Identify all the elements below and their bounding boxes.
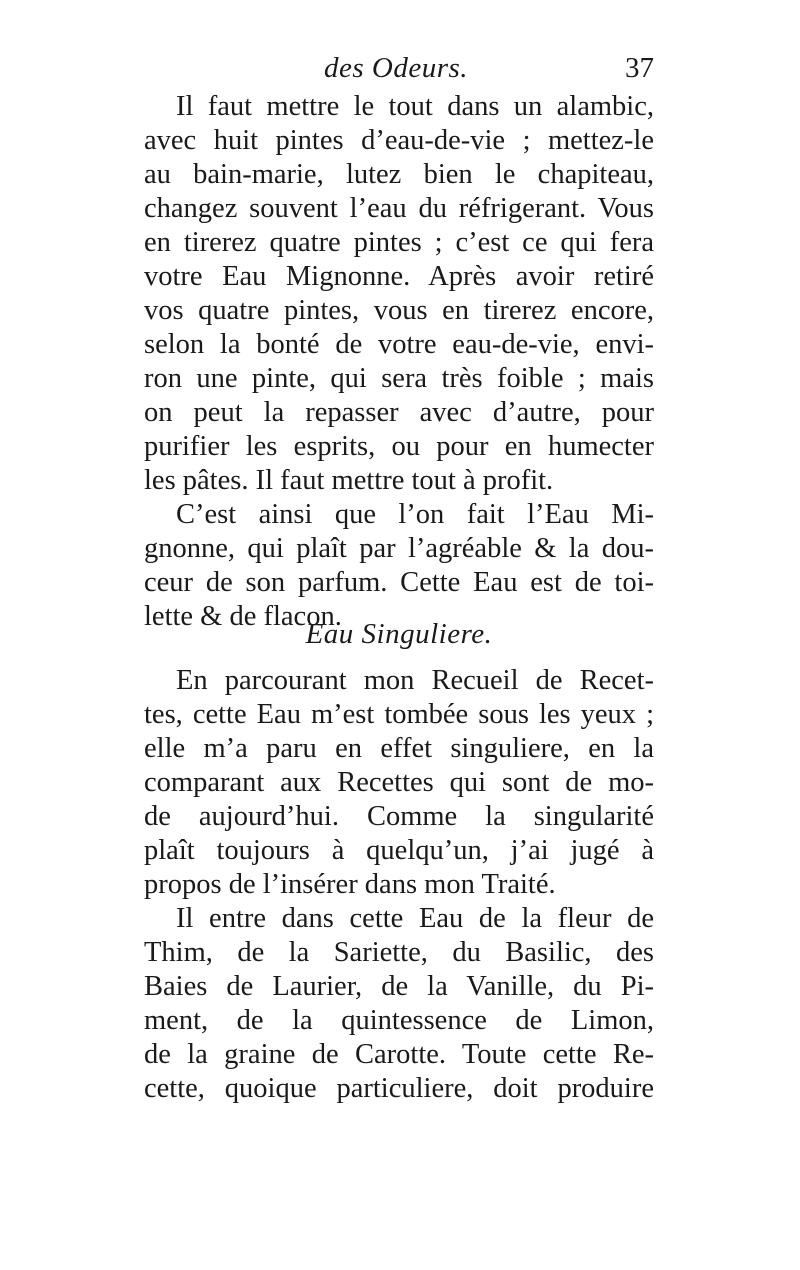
text-line: elle m’a paru en effet singuliere, en la bbox=[144, 733, 654, 764]
text-line: ron une pinte, qui sera très foible ; mais bbox=[144, 363, 654, 394]
text-line: les pâtes. Il faut mettre tout à profit. bbox=[144, 465, 554, 496]
text-line: votre Eau Mignonne. Après avoir retiré bbox=[144, 261, 654, 292]
page-header bbox=[144, 52, 654, 92]
text-line: ceur de son parfum. Cette Eau est de toi- bbox=[144, 567, 654, 598]
text-line: changez souvent l’eau du réfrigerant. Vous bbox=[144, 193, 654, 224]
text-line: selon la bonté de votre eau-de-vie, envi- bbox=[144, 329, 654, 360]
text-line: Il entre dans cette Eau de la fleur de bbox=[176, 903, 654, 934]
text-line: ment, de la quintessence de Limon, bbox=[144, 1005, 654, 1036]
text-line: on peut la repasser avec d’autre, pour bbox=[144, 397, 654, 428]
text-line: purifier les esprits, ou pour en humecter bbox=[144, 431, 654, 462]
page-number: 37 bbox=[625, 52, 654, 84]
text-line: Thim, de la Sariette, du Basilic, des bbox=[144, 937, 654, 968]
text-line: de aujourd’hui. Comme la singularité bbox=[144, 801, 654, 832]
text-line: en tirerez quatre pintes ; c’est ce qui fera bbox=[144, 227, 654, 258]
text-line: C’est ainsi que l’on fait l’Eau Mi- bbox=[176, 499, 654, 530]
text-line: plaît toujours à quelqu’un, j’ai jugé à bbox=[144, 835, 654, 866]
text-line: vos quatre pintes, vous en tirerez encore, bbox=[144, 295, 654, 326]
text-line: propos de l’insérer dans mon Traité. bbox=[144, 869, 556, 900]
text-line: de la graine de Carotte. Toute cette Re- bbox=[144, 1039, 654, 1070]
text-line: lette & de flacon. bbox=[144, 601, 342, 632]
text-line: comparant aux Recettes qui sont de mo- bbox=[144, 767, 654, 798]
section-title: Eau Singuliere. bbox=[305, 618, 493, 650]
text-line: En parcourant mon Recueil de Recet- bbox=[176, 665, 654, 696]
running-head: des Odeurs. bbox=[324, 52, 469, 84]
text-line: Baies de Laurier, de la Vanille, du Pi- bbox=[144, 971, 654, 1002]
text-line: tes, cette Eau m’est tombée sous les yeux ; bbox=[144, 699, 654, 730]
text-line: avec huit pintes d’eau-de-vie ; mettez-le bbox=[144, 125, 654, 156]
text-line: au bain-marie, lutez bien le chapiteau, bbox=[144, 159, 654, 190]
text-line: cette, quoique particuliere, doit produire bbox=[144, 1073, 654, 1104]
text-line: gnonne, qui plaît par l’agréable & la dou- bbox=[144, 533, 654, 564]
text-line: Il faut mettre le tout dans un alambic, bbox=[176, 91, 654, 122]
